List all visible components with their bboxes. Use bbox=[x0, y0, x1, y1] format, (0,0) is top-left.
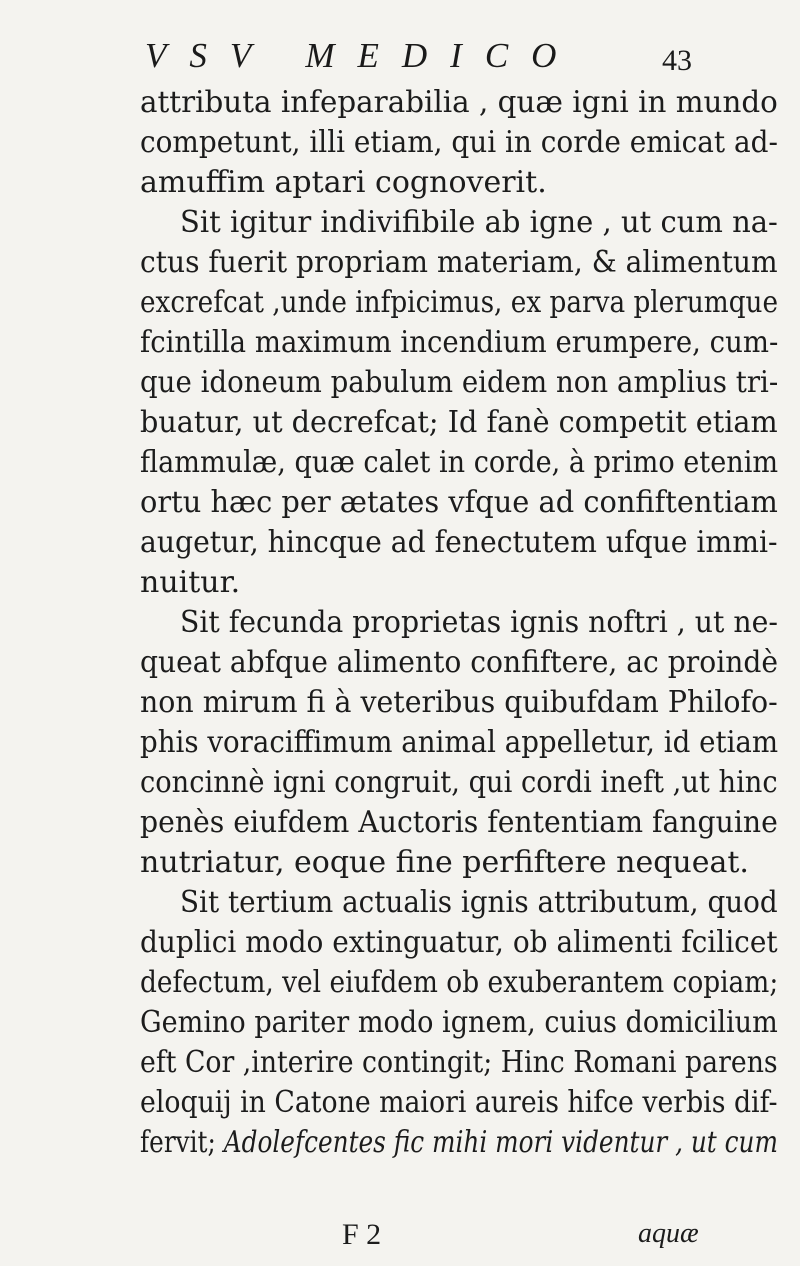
page-footer bbox=[0, 1218, 800, 1258]
catchword: aquæ bbox=[638, 1218, 699, 1249]
page-header bbox=[0, 36, 800, 86]
text-line: nutriatur, eoque fine perfiftere nequeat. bbox=[140, 845, 749, 880]
paragraph-first-line: Sit igitur indivifibile ab igne , ut cum na- bbox=[180, 205, 778, 240]
text-line: defectum, vel eiufdem ob exuberantem copiam; bbox=[140, 965, 779, 1000]
text-line: fcintilla maximum incendium erumpere, cum- bbox=[140, 325, 779, 360]
paragraph-first-line: Sit tertium actualis ignis attributum, quod bbox=[180, 885, 778, 920]
text-line: concinnè igni congruit, qui cordi ineft ,ut hinc bbox=[140, 765, 778, 800]
text-line: flammulæ, quæ calet in corde, à primo etenim bbox=[140, 445, 779, 480]
text-line: eloquij in Catone maiori aureis hifce verbis dif- bbox=[140, 1085, 778, 1120]
text-line: attributa infeparabilia , quæ igni in mundo bbox=[140, 85, 778, 120]
text-line bbox=[140, 1123, 778, 1163]
text-line: competunt, illi etiam, qui in corde emicat ad- bbox=[140, 125, 778, 160]
text-line: excrefcat ,unde infpicimus, ex parva plerumque bbox=[140, 285, 779, 320]
text-line-roman: fervit; bbox=[140, 1125, 216, 1160]
text-line: amuffim aptari cognoverit. bbox=[140, 165, 547, 200]
text-line: ctus fuerit propriam materiam, & alimentum bbox=[140, 245, 778, 280]
paragraph-first-line: Sit fecunda proprietas ignis noftri , ut ne- bbox=[180, 605, 778, 640]
text-line: nuitur. bbox=[140, 565, 241, 600]
text-line: penès eiufdem Auctoris fententiam fanguine bbox=[140, 805, 778, 840]
text-line: phis voraciffimum animal appelletur, id etiam bbox=[140, 725, 779, 760]
signature-mark: F 2 bbox=[342, 1218, 382, 1251]
running-head: VSV MEDICO bbox=[145, 36, 580, 75]
text-line: eft Cor ,interire contingit; Hinc Romani parens bbox=[140, 1045, 778, 1080]
page-number: 43 bbox=[662, 44, 692, 77]
text-line: duplici modo extinguatur, ob alimenti fcilicet bbox=[140, 925, 778, 960]
text-line: non mirum fi à veteribus quibufdam Philofo- bbox=[140, 685, 778, 720]
text-line: buatur, ut decrefcat; Id fanè competit etiam bbox=[140, 405, 778, 440]
quotation-italic: Adolefcentes fic mihi mori videntur , ut cum bbox=[223, 1125, 778, 1160]
text-line: ortu hæc per ætates vfque ad confiftentiam bbox=[140, 485, 778, 520]
text-line: que idoneum pabulum eidem non amplius tri- bbox=[140, 365, 779, 400]
text-line: Gemino pariter modo ignem, cuius domicilium bbox=[140, 1005, 778, 1040]
text-line: queat abfque alimento confiftere, ac proindè bbox=[140, 645, 778, 680]
text-line: augetur, hincque ad fenectutem ufque immi- bbox=[140, 525, 778, 560]
